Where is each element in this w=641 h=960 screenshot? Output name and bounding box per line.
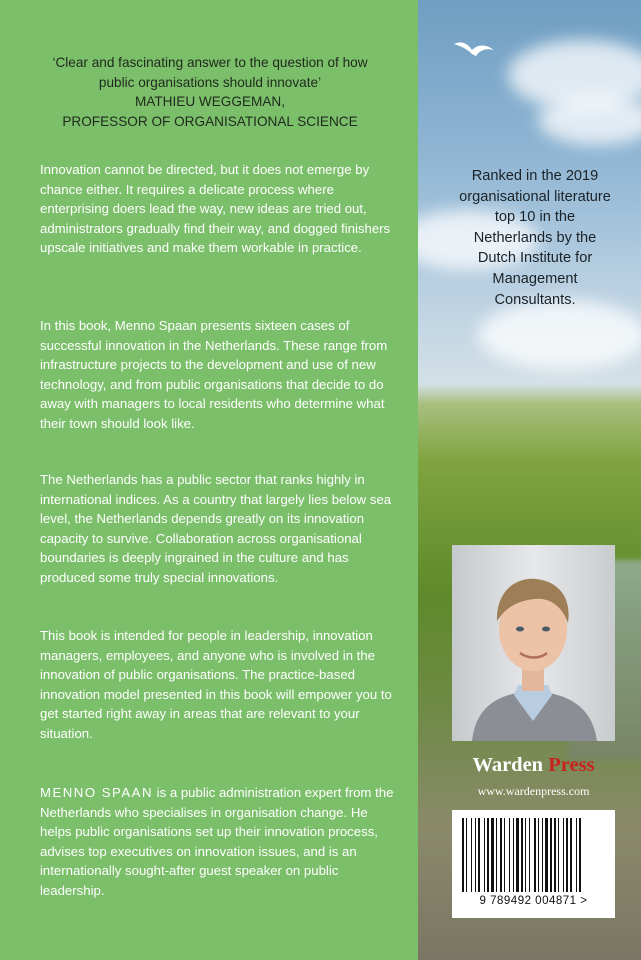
endorsement-quote	[40, 53, 380, 131]
blurb-paragraph-2: In this book, Menno Spaan presents sixteen cases of successful innovation in the Netherlands. These range from infrastructure projects to the development and use of new technology, and from public organisations that decide to do away with managers to local residents who determine what their town should look like.	[40, 318, 388, 431]
author-bio-text: is a public administration expert from the Netherlands who specialises in organisation change. He helps public organisations set up their innovation process, advises top executives on innovation issues, and is an internationally sought-after guest speaker on public leadership.	[40, 785, 394, 898]
author-portrait-icon	[452, 545, 615, 741]
quote-line-1: ‘Clear and fascinating answer to the question of how	[52, 55, 368, 70]
cloud-shape	[538, 95, 641, 145]
ranking-note: Ranked in the 2019 organisational literature top 10 in the Netherlands by the Dutch Institute for Management Consultants.	[459, 168, 611, 308]
author-bio	[40, 783, 395, 901]
quote-author-title: PROFESSOR OF ORGANISATIONAL SCIENCE	[62, 113, 358, 129]
publisher-website: www.wardenpress.com	[477, 784, 590, 798]
cloud-shape	[478, 300, 641, 370]
quote-author: MATHIEU WEGGEMAN,	[134, 94, 286, 109]
blurb-paragraph-3: The Netherlands has a public sector that ranks highly in international indices. As a country that largely lies below sea level, the Netherlands depends greatly on its innovation capacity to survive. Collaboration across organisational boundaries is deeply ingrained in the culture and has produced some truly special innovations.	[40, 472, 392, 585]
publisher-logo	[452, 754, 615, 777]
blurb-paragraph-1: Innovation cannot be directed, but it does not emerge by chance either. It requires a delicate process where enterprising doers lead the way, new ideas are tried out, administrators gradually find their way, and dogged finishers upscale initiatives and make them workable in practice.	[40, 162, 391, 256]
seagull-icon	[452, 38, 496, 64]
publisher-name-part1: Warden	[472, 754, 549, 776]
barcode-icon	[460, 818, 607, 894]
publisher-name-part2: Press	[548, 754, 595, 776]
author-bio-name: MENNO SPAAN	[40, 785, 153, 800]
quote-line-2: public organisations should innovate’	[98, 74, 322, 90]
author-photo	[452, 545, 615, 741]
blurb-paragraph-4: This book is intended for people in leadership, innovation managers, employees, and anyone who is involved in the innovation of public organisations. The practice-based innovation model presented in this book will empower you to get started right away in areas that are relevant to your situation.	[40, 628, 392, 741]
isbn-number: 9 789492 004871 >	[479, 895, 588, 907]
barcode	[452, 810, 615, 918]
